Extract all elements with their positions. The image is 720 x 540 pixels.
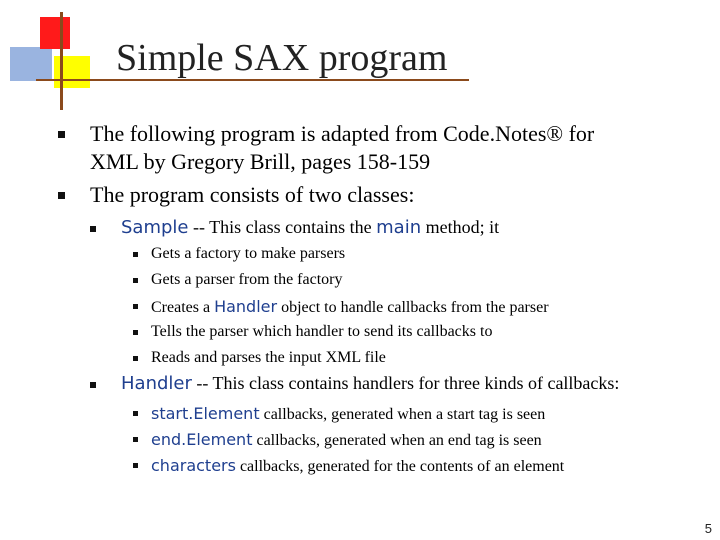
list-item [151, 430, 542, 450]
bullet-icon [58, 131, 65, 138]
logo-red-square [40, 17, 70, 49]
sample-text-post: method; it [421, 217, 500, 237]
bullet-icon [90, 226, 96, 232]
list-item [151, 456, 564, 476]
page-number: 5 [704, 521, 712, 536]
sample-code: Sample [121, 217, 189, 238]
bullet-icon [133, 252, 138, 257]
bullet-icon [133, 278, 138, 283]
handler-code: Handler [121, 373, 192, 394]
list-item-text: object to handle callbacks from the parser [277, 299, 549, 316]
list-item: Reads and parses the input XML file [151, 349, 386, 366]
slide-title: Simple SAX program [116, 37, 448, 79]
bullet-icon [133, 356, 138, 361]
bullet-two-classes: The program consists of two classes: [90, 182, 415, 207]
bullet-icon [133, 463, 138, 468]
list-item: Tells the parser which handler to send its callbacks to [151, 323, 493, 340]
bullet-icon [58, 192, 65, 199]
handler-text: -- This class contains handlers for three kinds of callbacks: [191, 373, 620, 393]
list-item: Gets a parser from the factory [151, 271, 343, 288]
bullet-icon [133, 437, 138, 442]
sample-class-line [121, 217, 499, 238]
list-item-text: callbacks, generated for the contents of an element [235, 458, 565, 475]
sample-text-pre: -- This class contains the [188, 217, 377, 237]
characters-code: characters [151, 456, 236, 475]
logo-vertical-line [60, 12, 63, 110]
bullet-adapted-line1: The following program is adapted from Code.Notes® for [90, 121, 595, 146]
list-item: Gets a factory to make parsers [151, 245, 346, 262]
bullet-icon [133, 330, 138, 335]
list-item-text: callbacks, generated when a start tag is seen [259, 406, 546, 423]
list-item-text: Creates a [151, 299, 215, 316]
bullet-icon [90, 382, 96, 388]
list-item-text: callbacks, generated when an end tag is seen [252, 432, 542, 449]
list-item [151, 404, 545, 424]
bullet-icon [133, 304, 138, 309]
logo-blue-square [10, 47, 52, 81]
main-code: main [376, 217, 422, 238]
bullet-icon [133, 411, 138, 416]
end-element-code: end.Element [151, 430, 253, 449]
start-element-code: start.Element [151, 404, 260, 423]
handler-code: Handler [214, 297, 278, 316]
list-item [151, 297, 549, 317]
bullet-adapted-line2: XML by Gregory Brill, pages 158-159 [90, 149, 431, 174]
handler-class-line [121, 373, 619, 394]
